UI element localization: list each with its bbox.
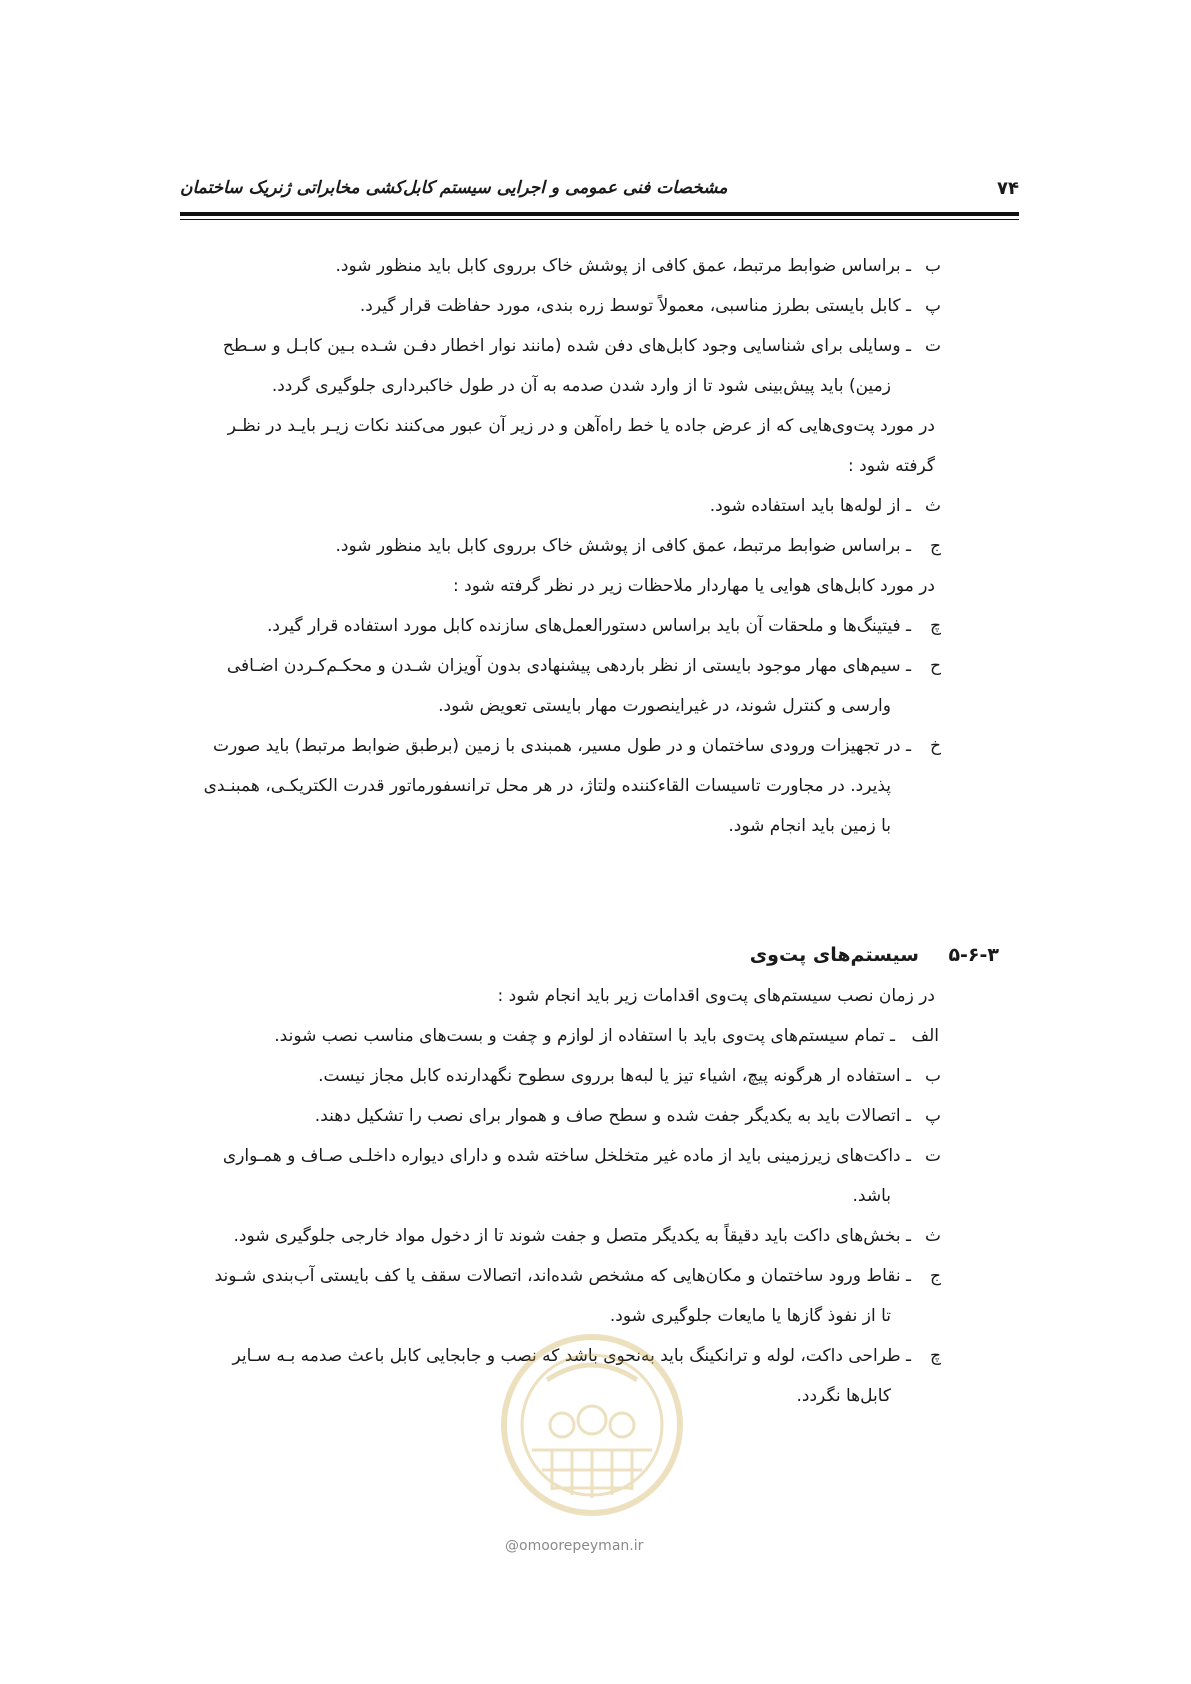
header-rule-thick: [180, 212, 1019, 216]
list-item: [318, 1064, 941, 1088]
item-text: ـ طراحی داکت، لوله و ترانکینگ باید به‌نحوی باشد که نصب و جابجایی کابل باعث صدمه بـه سـایر: [232, 1346, 911, 1366]
item-marker: پ: [924, 1106, 941, 1126]
item-text: ـ براساس ضوابط مرتبط، عمق کافی از پوشش خاک برروی کابل باید منظور شود.: [335, 256, 911, 276]
item-marker: ب: [924, 1066, 941, 1086]
list-item: [335, 534, 941, 558]
item-marker: ج: [930, 1266, 941, 1286]
list-item: [359, 294, 941, 318]
item-text: ـ براساس ضوابط مرتبط، عمق کافی از پوشش خاک برروی کابل باید منظور شود.: [335, 536, 911, 556]
item-continuation: تا از نفوذ گازها یا مایعات جلوگیری شود.: [609, 1306, 891, 1326]
item-text: ـ وسایلی برای شناسایی وجود کابل‌های دفن شده (مانند نوار اخطار دفـن شـده بـین کابـل و سـطح: [222, 336, 911, 356]
item-text: ـ کابل بایستی بطرز مناسبی، معمولاً توسط زره بندی، مورد حفاظت قرار گیرد.: [359, 296, 911, 316]
item-marker: ب: [924, 256, 941, 276]
list-item: [180, 734, 941, 758]
page-header: [180, 178, 1019, 206]
header-rule-thin: [180, 219, 1019, 220]
paragraph-line: در مورد کابل‌های هوایی یا مهاردار ملاحظات زیر در نظر گرفته شود :: [453, 576, 935, 596]
list-item: [335, 254, 941, 278]
section-title: سیستم‌های پت‌وی: [749, 944, 919, 966]
list-item: [709, 494, 941, 518]
item-continuation: کابل‌ها نگردد.: [796, 1386, 891, 1406]
running-title: مشخصات فنی عمومی و اجرایی سیستم کابل‌کشی مخابراتی ژنریک ساختمان: [180, 178, 728, 198]
item-text: ـ نقاط ورود ساختمان و مکان‌هایی که مشخص شده‌اند، اتصالات سقف یا کف بایستی آب‌بندی شـوند: [214, 1266, 911, 1286]
item-text: ـ بخش‌های داکت باید دقیقاً به یکدیگر متصل و جفت شوند تا از دخول مواد خارجی جلوگیری شود.: [233, 1226, 911, 1246]
watermark-url: @omoorepeyman.ir: [505, 1538, 644, 1554]
list-item: [180, 1344, 941, 1368]
list-item: [180, 1144, 941, 1168]
item-text: ـ تمام سیستم‌های پت‌وی باید با استفاده از لوازم و چفت و بست‌های مناسب نصب شوند.: [274, 1026, 895, 1046]
list-item: [266, 614, 941, 638]
item-continuation: با زمین باید انجام شود.: [728, 816, 891, 836]
item-marker: ح: [930, 656, 941, 676]
item-text: ـ داکت‌های زیرزمینی باید از ماده غیر متخلخل ساخته شده و دارای دیواره داخلـی صـاف و همـواری: [222, 1146, 911, 1166]
item-continuation: باشد.: [852, 1186, 891, 1206]
item-marker: الف: [911, 1026, 939, 1046]
list-item: [274, 1024, 939, 1048]
paragraph-line: در زمان نصب سیستم‌های پت‌وی اقدامات زیر باید انجام شود :: [497, 986, 935, 1006]
item-text: ـ استفاده ار هرگونه پیچ، اشیاء تیز یا لبه‌ها برروی سطوح نگهدارنده کابل مجاز نیست.: [318, 1066, 911, 1086]
item-marker: ج: [930, 536, 941, 556]
list-item: [180, 334, 941, 358]
item-marker: ت: [924, 336, 941, 356]
list-item: [180, 654, 941, 678]
item-text: ـ فیتینگ‌ها و ملحقات آن باید براساس دستورالعمل‌های سازنده کابل مورد استفاده قرار گیرد.: [266, 616, 911, 636]
item-marker: پ: [924, 296, 941, 316]
item-marker: ث: [924, 496, 941, 516]
item-marker: خ: [930, 736, 941, 756]
item-text: ـ سیم‌های مهار موجود بایستی از نظر باردهی پیشنهادی بدون آویزان شـدن و محکـم‌کـردن اضـافی: [226, 656, 911, 676]
item-marker: ت: [924, 1146, 941, 1166]
item-text: ـ اتصالات باید به یکدیگر جفت شده و سطح صاف و هموار برای نصب را تشکیل دهند.: [314, 1106, 911, 1126]
section-number: ۵-۶-۳: [948, 944, 999, 966]
item-marker: ث: [924, 1226, 941, 1246]
item-text: ـ در تجهیزات ورودی ساختمان و در طول مسیر، همبندی با زمین (برطبق ضوابط مرتبط) باید صورت: [212, 736, 911, 756]
item-text: ـ از لوله‌ها باید استفاده شود.: [709, 496, 911, 516]
paragraph-line: در مورد پت‌وی‌هایی که از عرض جاده یا خط راه‌آهن و در زیر آن عبور می‌کنند نکات زیـر بایـد در نظـر: [227, 416, 935, 436]
item-continuation: وارسی و کنترل شوند، در غیراینصورت مهار بایستی تعویض شود.: [438, 696, 891, 716]
item-continuation: زمین) باید پیش‌بینی شود تا از وارد شدن صدمه به آن در طول خاکبرداری جلوگیری گردد.: [271, 376, 891, 396]
paragraph-line: گرفته شود :: [848, 456, 935, 476]
list-item: [180, 1264, 941, 1288]
item-marker: چ: [930, 616, 941, 636]
list-item: [233, 1224, 941, 1248]
list-item: [314, 1104, 941, 1128]
page-number: ۷۴: [997, 178, 1019, 199]
item-continuation: پذیرد. در مجاورت تاسیسات القاءکننده ولتاژ، در هر محل ترانسفورماتور قدرت الکتریکـی، همبنـدی: [203, 776, 891, 796]
item-marker: چ: [930, 1346, 941, 1366]
